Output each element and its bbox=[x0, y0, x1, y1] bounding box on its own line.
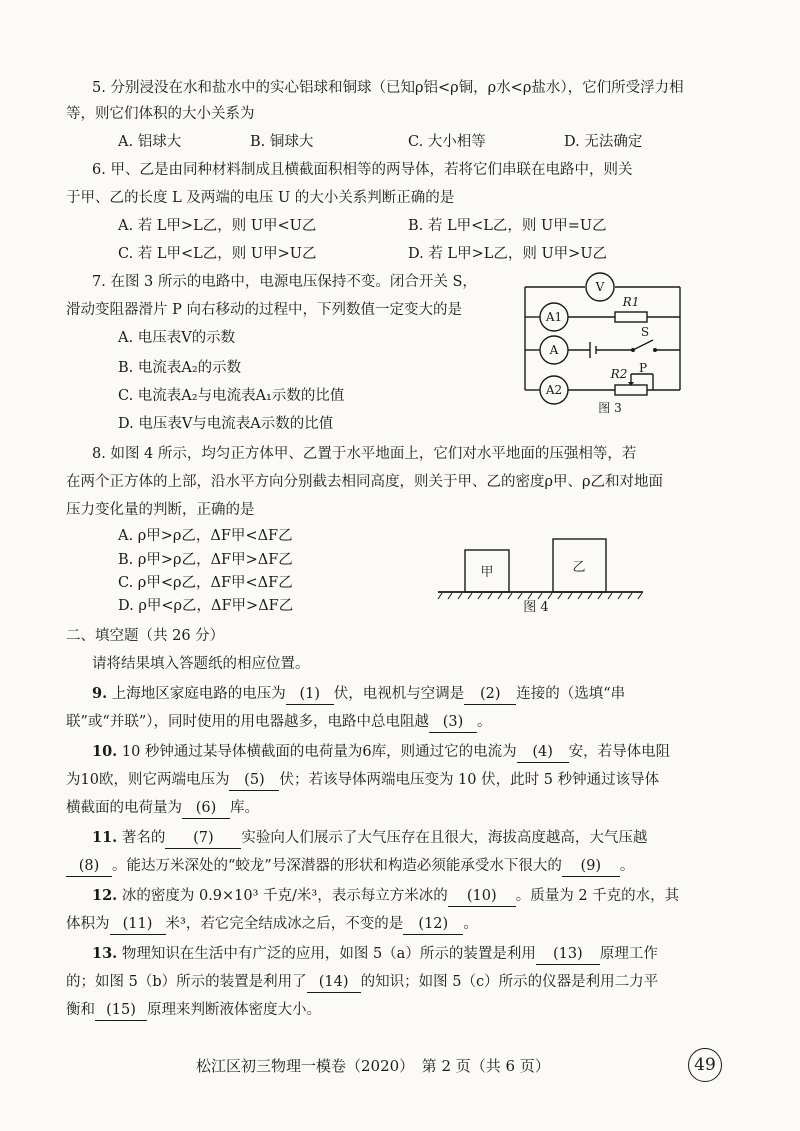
answer-blank-15: (15) bbox=[95, 1000, 147, 1021]
q6-line2: 于甲、乙的长度 L 及两端的电压 U 的大小关系判断正确的是 bbox=[66, 190, 455, 206]
q7-line1: 7. 在图 3 所示的电路中，电源电压保持不变。闭合开关 S， bbox=[92, 274, 477, 290]
q8-line2: 在两个正方体的上部，沿水平方向分别截去相同高度，则关于甲、乙的密度ρ甲、ρ乙和对地面 bbox=[66, 474, 664, 490]
q7-option-d: D. 电压表V与电流表A示数的比值 bbox=[118, 416, 334, 432]
q11-text-b: 实验向人们展示了大气压存在且很大，海拔高度越高，大气压越 bbox=[241, 830, 648, 846]
section-2-title: 二、填空题（共 26 分） bbox=[66, 628, 225, 644]
answer-blank-8: (8) bbox=[66, 856, 112, 877]
q13-text-f: 原理来判断液体密度大小。 bbox=[147, 1002, 321, 1018]
q5-option-b: B. 铜球大 bbox=[250, 134, 314, 150]
q12-text-b: 。质量为 2 千克的水，其 bbox=[515, 888, 680, 904]
answer-blank-14: (14) bbox=[307, 972, 361, 993]
figure-3-circuit bbox=[505, 272, 695, 415]
q10-text-a: 10 秒钟通过某导体横截面的电荷量为6库，则通过它的电流为 bbox=[121, 744, 517, 760]
q5-option-a: A. 铝球大 bbox=[118, 134, 182, 150]
fig3-ammeter-a1-label: A1 bbox=[545, 310, 563, 324]
q7-option-a: A. 电压表V的示数 bbox=[118, 330, 236, 346]
q13-line1 bbox=[92, 944, 658, 965]
fig3-caption: 图 3 bbox=[598, 401, 622, 415]
answer-blank-9: (9) bbox=[562, 856, 620, 877]
q12-number: 12. bbox=[92, 887, 118, 904]
answer-blank-12: (12) bbox=[403, 914, 463, 935]
q8-option-c: C. ρ甲<ρ乙，ΔF甲<ΔF乙 bbox=[118, 575, 293, 591]
answer-blank-1: (1) bbox=[286, 684, 334, 705]
q12-text-d: 米³，若它完全结成冰之后，不变的是 bbox=[165, 916, 404, 932]
q8-option-d: D. ρ甲<ρ乙，ΔF甲>ΔF乙 bbox=[118, 598, 294, 614]
fig3-ammeter-a2-label: A2 bbox=[545, 383, 563, 397]
q10-text-d: 伏；若该导体两端电压变为 10 伏，此时 5 秒钟通过该导体 bbox=[279, 772, 660, 788]
q5-line1: 5. 分别浸没在水和盐水中的实心铝球和铜球（已知ρ铝<ρ铜，ρ水<ρ盐水），它们所受浮力相 bbox=[92, 80, 684, 96]
q6-option-c: C. 若 L甲<L乙，则 U甲>U乙 bbox=[118, 246, 317, 262]
q7-option-b: B. 电流表A₂的示数 bbox=[118, 360, 242, 376]
fig4-caption: 图 4 bbox=[523, 600, 549, 615]
q12-line1 bbox=[92, 886, 679, 907]
q9-line1 bbox=[92, 684, 625, 705]
q10-number: 10. bbox=[92, 743, 118, 760]
q8-option-a: A. ρ甲>ρ乙，ΔF甲<ΔF乙 bbox=[118, 528, 293, 544]
q13-text-a: 物理知识在生活中有广泛的应用，如图 5（a）所示的装置是利用 bbox=[121, 946, 536, 962]
q10-text-b: 安，若导体电阻 bbox=[568, 744, 671, 760]
q10-text-f: 库。 bbox=[230, 800, 259, 816]
answer-blank-5: (5) bbox=[229, 770, 279, 791]
q9-text-c: 连接的（选填“串 bbox=[516, 686, 626, 702]
q8-line1: 8. 如图 4 所示，均匀正方体甲、乙置于水平地面上，它们对水平地面的压强相等，若 bbox=[92, 446, 637, 462]
q6-line1: 6. 甲、乙是由同种材料制成且横截面积相等的两导体，若将它们串联在电路中，则关 bbox=[92, 162, 633, 178]
q5-option-c: C. 大小相等 bbox=[408, 134, 486, 150]
answer-blank-2: (2) bbox=[464, 684, 516, 705]
answer-blank-11: (11) bbox=[110, 914, 166, 935]
q11-text-end: 。 bbox=[619, 858, 635, 874]
q8-option-b: B. ρ甲>ρ乙，ΔF甲>ΔF乙 bbox=[118, 552, 293, 568]
q9-line2 bbox=[66, 712, 492, 733]
answer-blank-10: (10) bbox=[448, 886, 516, 907]
q6-option-a: A. 若 L甲>L乙，则 U甲<U乙 bbox=[118, 218, 317, 234]
section-2-instruction: 请将结果填入答题纸的相应位置。 bbox=[92, 656, 310, 672]
q13-line2 bbox=[66, 972, 658, 993]
q13-text-c: 的；如图 5（b）所示的装置是利用了 bbox=[66, 974, 307, 990]
q9-text-d: 联”或“并联”），同时使用的用电器越多，电路中总电阻越 bbox=[66, 714, 429, 730]
fig3-slider-label: P bbox=[638, 361, 648, 375]
q7-line2: 滑动变阻器滑片 P 向右移动的过程中，下列数值一定变大的是 bbox=[66, 302, 462, 318]
q7-option-c: C. 电流表A₂与电流表A₁示数的比值 bbox=[118, 388, 345, 404]
page-number-badge: 49 bbox=[688, 1048, 722, 1082]
q11-number: 11. bbox=[92, 829, 118, 846]
q12-text-a: 冰的密度为 0.9×10³ 千克/米³，表示每立方米冰的 bbox=[121, 888, 448, 904]
q9-text-a: 上海地区家庭电路的电压为 bbox=[111, 686, 286, 702]
q12-line2 bbox=[66, 914, 478, 935]
q13-text-b: 原理工作 bbox=[599, 946, 658, 962]
q11-line1 bbox=[92, 828, 647, 849]
answer-blank-7: (7) bbox=[165, 828, 241, 849]
fig3-voltmeter-label: V bbox=[595, 280, 605, 294]
q9-text-b: 伏，电视机与空调是 bbox=[333, 686, 465, 702]
q12-text-end: 。 bbox=[463, 916, 478, 932]
answer-blank-4: (4) bbox=[517, 742, 569, 763]
figure-4-cubes bbox=[438, 536, 648, 616]
q9-number: 9. bbox=[92, 685, 108, 702]
page-footer: 松江区初三物理一模卷（2020） 第 2 页（共 6 页） bbox=[196, 1057, 550, 1075]
q10-text-c: 为10欧，则它两端电压为 bbox=[66, 772, 230, 788]
q10-text-e: 横截面的电荷量为 bbox=[66, 800, 182, 816]
q10-line1 bbox=[92, 742, 670, 763]
fig4-cube-yi-label: 乙 bbox=[572, 560, 586, 575]
q6-option-b: B. 若 L甲<L乙，则 U甲=U乙 bbox=[408, 218, 607, 234]
q5-option-d: D. 无法确定 bbox=[564, 134, 643, 150]
q8-line3: 压力变化量的判断，正确的是 bbox=[66, 502, 255, 518]
q9-text-end: 。 bbox=[477, 714, 492, 730]
q13-text-e: 衡和 bbox=[66, 1002, 95, 1018]
answer-blank-13: (13) bbox=[536, 944, 600, 965]
q13-number: 13. bbox=[92, 945, 118, 962]
answer-blank-6: (6) bbox=[182, 798, 230, 819]
q13-text-d: 的知识；如图 5（c）所示的仪器是利用二力平 bbox=[360, 974, 659, 990]
fig3-switch-label: S bbox=[640, 325, 650, 339]
q11-line2 bbox=[66, 856, 634, 877]
answer-blank-3: (3) bbox=[429, 712, 477, 733]
q10-line2 bbox=[66, 770, 659, 791]
q11-text-a: 著名的 bbox=[121, 830, 166, 846]
q13-line3 bbox=[66, 1000, 321, 1021]
q12-text-c: 体积为 bbox=[66, 916, 110, 932]
fig3-ammeter-a-label: A bbox=[549, 343, 559, 357]
q10-line3 bbox=[66, 798, 259, 819]
fig4-cube-jia-label: 甲 bbox=[480, 565, 494, 580]
q5-line2: 等，则它们体积的大小关系为 bbox=[66, 106, 255, 122]
fig3-r2-label: R2 bbox=[610, 367, 628, 381]
q11-text-c: 。能达万米深处的“蛟龙”号深潜器的形状和构造必须能承受水下很大的 bbox=[112, 858, 562, 874]
q6-option-d: D. 若 L甲>L乙，则 U甲>U乙 bbox=[408, 246, 608, 262]
fig3-r1-label: R1 bbox=[622, 295, 640, 309]
